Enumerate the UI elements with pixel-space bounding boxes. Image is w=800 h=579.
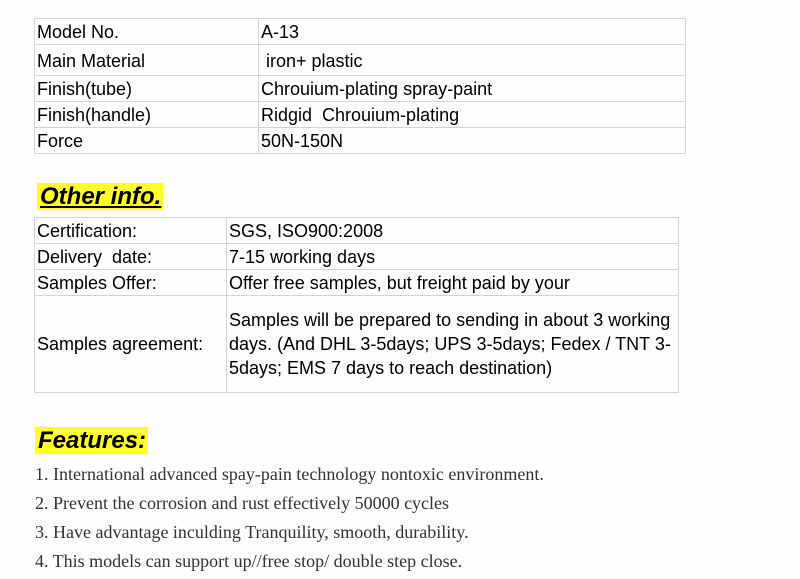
spec-value: 50N-150N (259, 128, 686, 154)
spec-row-finish-handle (35, 102, 686, 128)
other-info-heading-text: Other info. (37, 183, 163, 210)
other-row-samples-agreement (35, 296, 679, 393)
other-key: Samples agreement: (35, 296, 227, 393)
spec-value: A-13 (259, 19, 686, 45)
spec-key: Model No. (35, 19, 259, 45)
other-value: SGS, ISO900:2008 (227, 218, 679, 244)
other-value: Samples will be prepared to sending in about 3 working days. (And DHL 3-5days; UPS 3-5days; Fedex / TNT 3-5days; EMS 7 days to reach destination) (227, 296, 679, 393)
spec-key: Main Material (35, 45, 259, 76)
feature-item: 3. Have advantage inculding Tranquility, smooth, durability. (35, 522, 469, 542)
other-key: Delivery date: (35, 244, 227, 270)
product-spec-table (34, 18, 686, 154)
features-heading-text: Features: (35, 427, 148, 454)
feature-item: 4. This models can support up//free stop/ double step close. (35, 551, 463, 571)
other-row-delivery (35, 244, 679, 270)
feature-item: 2. Prevent the corrosion and rust effectively 50000 cycles (35, 493, 450, 513)
spec-row-model (35, 19, 686, 45)
other-key: Certification: (35, 218, 227, 244)
other-info-table (34, 217, 679, 393)
spec-key: Finish(tube) (35, 76, 259, 102)
spec-row-finish-tube (35, 76, 686, 102)
spec-value: iron+ plastic (259, 45, 686, 76)
spec-row-material (35, 45, 686, 76)
other-info-heading (37, 184, 163, 210)
spec-value: Ridgid Chrouium-plating (259, 102, 686, 128)
feature-item: 1. International advanced spay-pain technology nontoxic environment. (35, 464, 544, 484)
spec-key: Force (35, 128, 259, 154)
spec-value: Chrouium-plating spray-paint (259, 76, 686, 102)
spec-row-force (35, 128, 686, 154)
other-row-certification (35, 218, 679, 244)
other-value: 7-15 working days (227, 244, 679, 270)
other-value: Offer free samples, but freight paid by your (227, 270, 679, 296)
features-list (35, 462, 544, 578)
other-row-samples-offer (35, 270, 679, 296)
features-heading (35, 428, 148, 454)
spec-key: Finish(handle) (35, 102, 259, 128)
other-key: Samples Offer: (35, 270, 227, 296)
